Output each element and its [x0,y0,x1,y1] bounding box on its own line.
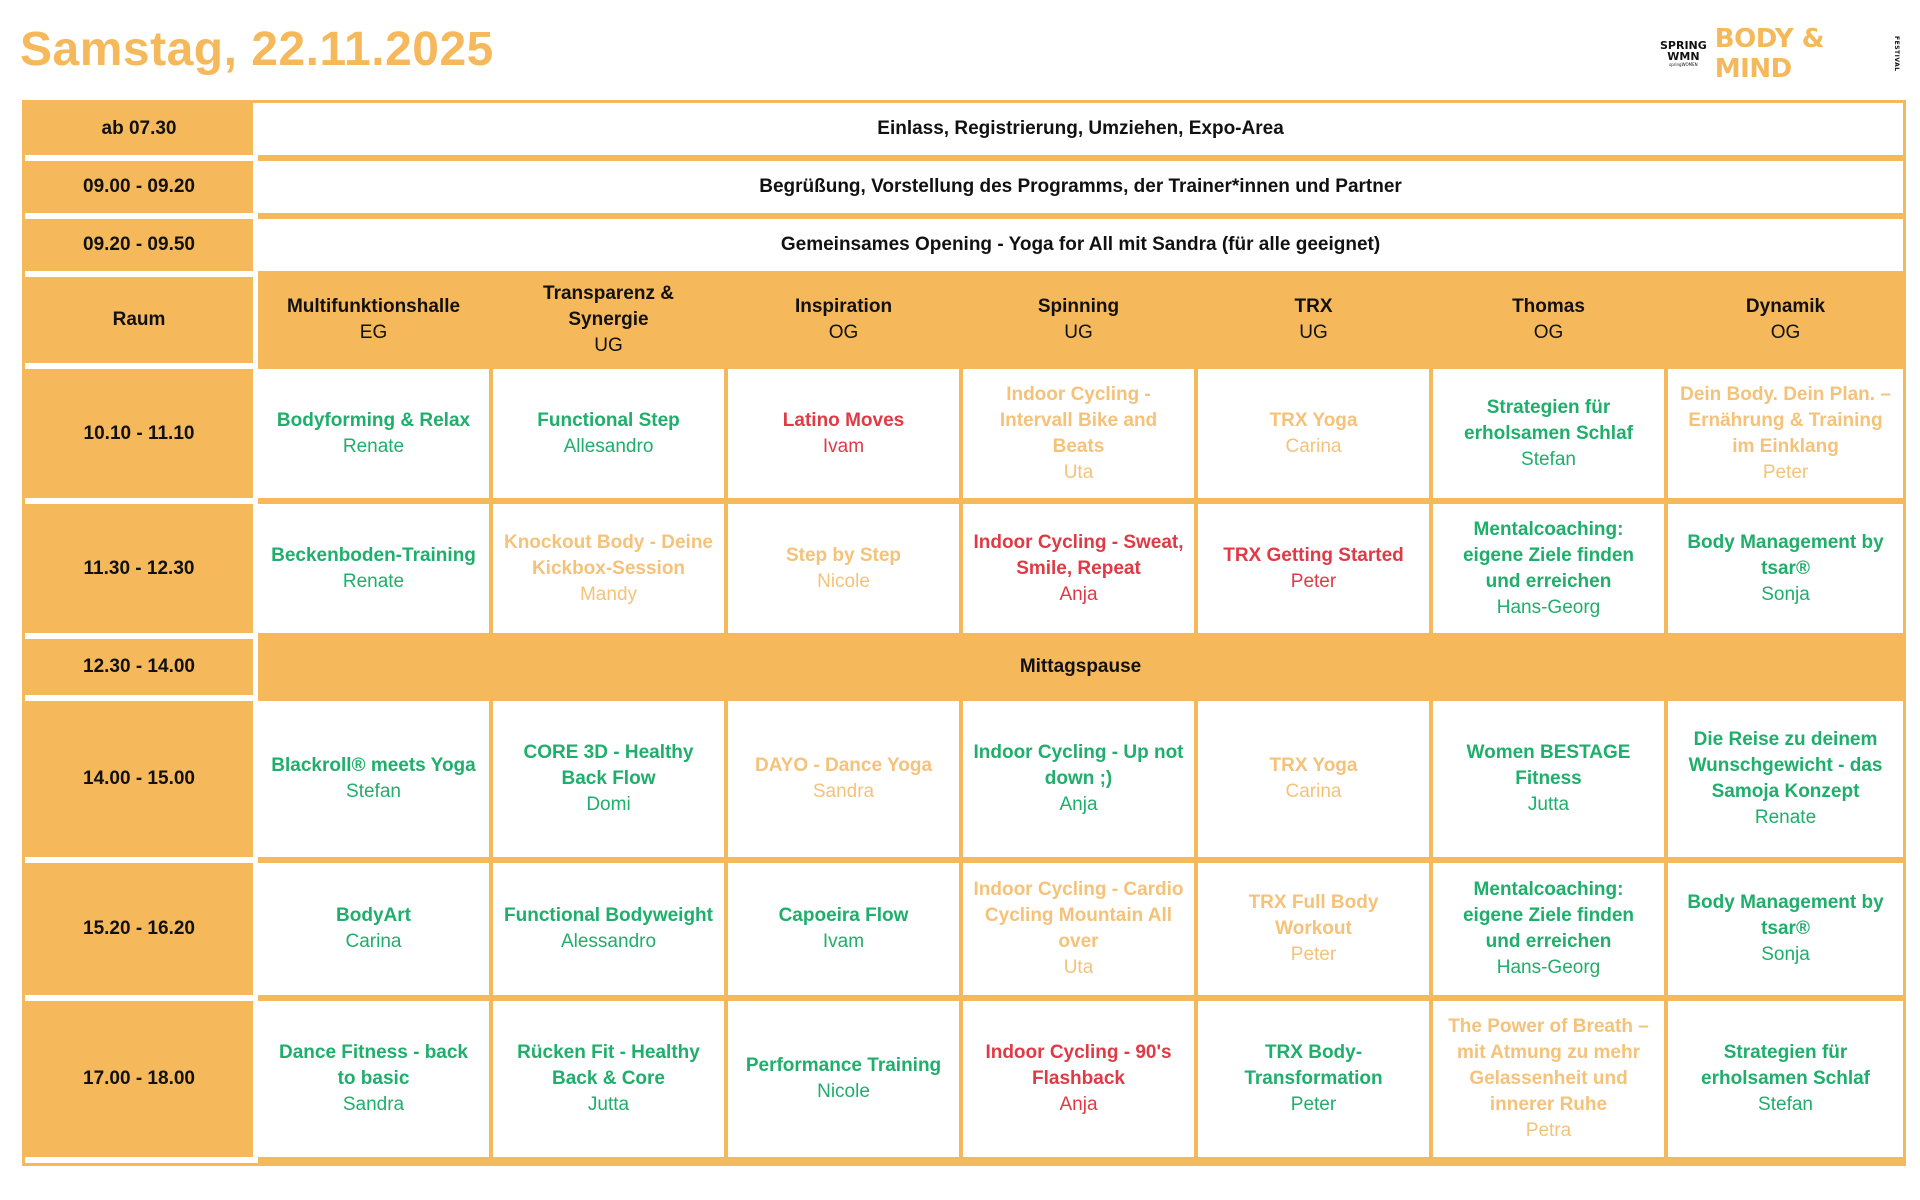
session-trainer: Sonja [1761,583,1810,605]
session-trainer: Uta [1063,461,1094,483]
session-cell [963,504,1198,639]
session-title: Capoeira Flow [778,905,909,926]
session-trainer: Peter [1290,1094,1337,1115]
session-title: TRX Yoga [1269,409,1358,431]
general-event-cell: Einlass, Registrierung, Umziehen, Expo-Area [258,103,1903,161]
session-title: Women BESTAGE Fitness [1466,742,1631,789]
time-cell: 12.30 - 14.00 [25,639,258,701]
session-cell [728,1001,963,1163]
session-trainer: Anja [1059,1094,1098,1115]
session-trainer: Stefan [346,781,401,802]
session-title: Latino Moves [782,409,905,431]
session-trainer: Mandy [579,583,638,605]
lunch-break-cell: Mittagspause [258,639,1903,701]
session-trainer: Nicole [817,570,870,592]
schedule-row-general [25,161,1903,219]
session-title: TRX Yoga [1269,755,1358,776]
session-cell [963,1001,1198,1163]
room-header [728,277,963,369]
session-cell [963,701,1198,863]
session-row [25,369,1903,504]
session-title: Step by Step [785,544,902,566]
time-cell: 14.00 - 15.00 [25,701,258,863]
time-cell: 10.10 - 11.10 [25,369,258,504]
room-header [1198,277,1433,369]
session-title: Functional Step [537,409,680,431]
session-title: Indoor Cycling - 90's Flashback [985,1042,1172,1089]
time-cell: 17.00 - 18.00 [25,1001,258,1163]
room-name: Inspiration [794,296,893,317]
session-title: Indoor Cycling - Intervall Bike and Beats [999,383,1158,457]
room-name: Thomas [1512,296,1585,317]
room-level: EG [359,322,388,343]
room-level: OG [828,322,859,343]
festival-logo [1660,24,1900,84]
session-cell [1198,1001,1433,1163]
room-level: UG [1299,322,1328,343]
session-cell [1433,369,1668,504]
session-cell [258,1001,493,1163]
schedule-row-general [25,219,1903,277]
session-trainer: Jutta [587,1094,630,1115]
session-cell [1198,504,1433,639]
session-cell [493,863,728,1001]
session-cell [1433,1001,1668,1163]
session-trainer: Petra [1525,1120,1572,1141]
session-title: Body Management by tsar® [1687,531,1884,579]
session-trainer: Hans-Georg [1496,596,1601,618]
session-cell [258,504,493,639]
session-cell [493,701,728,863]
room-header [963,277,1198,369]
session-trainer: Renate [342,570,405,592]
session-cell [493,504,728,639]
session-trainer: Jutta [1527,794,1570,815]
room-name: Dynamik [1745,296,1826,317]
schedule-table [22,100,1906,1166]
page-title: Samstag, 22.11.2025 [20,23,494,76]
session-cell [493,369,728,504]
session-title: Strategien für erholsamen Schlaf [1701,1042,1870,1089]
room-header-row [25,277,1903,369]
session-title: Body Management by tsar® [1687,892,1884,939]
session-title: Beckenboden-Training [271,544,476,566]
session-trainer: Peter [1290,570,1337,592]
session-row [25,701,1903,863]
session-cell [1198,863,1433,1001]
session-row [25,504,1903,639]
session-trainer: Carina [1285,435,1342,457]
session-trainer: Uta [1063,957,1094,978]
session-cell [1433,863,1668,1001]
session-title: Strategien für erholsamen Schlaf [1464,396,1633,444]
session-trainer: Peter [1290,944,1337,965]
session-trainer: Peter [1762,461,1809,483]
session-trainer: Anja [1059,583,1098,605]
session-trainer: Renate [1754,807,1817,828]
session-trainer: Carina [1285,781,1342,802]
session-title: BodyArt [336,905,411,926]
session-title: Indoor Cycling - Up not down ;) [973,742,1184,789]
session-trainer: Sandra [812,781,875,802]
room-name: TRX [1294,296,1333,317]
room-header [1433,277,1668,369]
general-event-cell: Begrüßung, Vorstellung des Programms, der Trainer*innen und Partner [258,161,1903,219]
session-trainer: Domi [586,794,631,815]
room-header [493,277,728,369]
session-title: TRX Getting Started [1223,544,1404,566]
time-cell: 09.20 - 09.50 [25,219,258,277]
session-cell [728,369,963,504]
session-cell [493,1001,728,1163]
session-cell [1668,701,1903,863]
time-cell: 11.30 - 12.30 [25,504,258,639]
session-cell [963,369,1198,504]
general-event-cell: Gemeinsames Opening - Yoga for All mit Sandra (für alle geeignet) [258,219,1903,277]
session-row [25,1001,1903,1163]
session-cell [1198,369,1433,504]
room-label: Raum [25,277,258,369]
session-cell [1198,701,1433,863]
room-name: Multifunktionshalle [286,296,461,317]
session-cell [728,504,963,639]
room-level: OG [1533,322,1564,343]
time-cell: 09.00 - 09.20 [25,161,258,219]
session-row [25,863,1903,1001]
session-title: Functional Bodyweight [504,905,713,926]
session-title: Bodyforming & Relax [276,409,471,431]
time-cell: 15.20 - 16.20 [25,863,258,1001]
session-cell [258,369,493,504]
session-cell [728,863,963,1001]
session-title: Dein Body. Dein Plan. – Ernährung & Training im Einklang [1680,383,1891,457]
session-title: TRX Body-Transformation [1244,1042,1383,1089]
session-trainer: Allesandro [563,435,654,457]
session-title: Knockout Body - Deine Kickbox-Session [503,531,713,579]
session-trainer: Anja [1059,794,1098,815]
session-trainer: Ivam [822,435,865,457]
spring-wmn-logo: SPRING WMN springWOMEN [1660,39,1707,67]
session-cell [258,863,493,1001]
room-header [258,277,493,369]
session-trainer: Stefan [1521,448,1576,470]
session-trainer: Hans-Georg [1496,957,1601,978]
session-trainer: Alessandro [560,931,657,952]
session-cell [258,701,493,863]
body-mind-wordmark: BODY & MIND [1714,24,1824,84]
session-title: Indoor Cycling - Sweat, Smile, Repeat [973,531,1184,579]
session-cell [1668,1001,1903,1163]
session-trainer: Ivam [822,931,865,952]
time-cell: ab 07.30 [25,103,258,161]
session-title: The Power of Breath – mit Atmung zu mehr Gelassenheit und innerer Ruhe [1448,1016,1649,1115]
session-cell [1433,701,1668,863]
session-cell [1668,863,1903,1001]
session-cell [1668,504,1903,639]
session-title: Blackroll® meets Yoga [271,755,476,776]
session-title: Mentalcoaching: eigene Ziele finden und erreichen [1462,879,1635,952]
session-trainer: Stefan [1758,1094,1813,1115]
room-name: Transparenz & Synergie [543,283,674,330]
session-title: Dance Fitness - back to basic [278,1042,469,1089]
room-name: Spinning [1037,296,1120,317]
session-title: TRX Full Body Workout [1248,892,1379,939]
room-header [1668,277,1903,369]
session-cell [963,863,1198,1001]
session-trainer: Nicole [817,1081,870,1102]
session-title: Die Reise zu deinem Wunschgewicht - das Samoja Konzept [1688,729,1883,802]
session-title: Mentalcoaching: eigene Ziele finden und erreichen [1462,518,1635,592]
session-title: Rücken Fit - Healthy Back & Core [517,1042,700,1089]
session-cell [1668,369,1903,504]
session-cell [728,701,963,863]
session-trainer: Carina [345,931,402,952]
room-level: UG [594,335,623,356]
session-title: DAYO - Dance Yoga [754,755,933,776]
session-trainer: Sandra [342,1094,405,1115]
session-title: Indoor Cycling - Cardio Cycling Mountain All over [973,879,1184,952]
session-trainer: Sonja [1761,944,1810,965]
festival-vertical-text: FESTIVAL [1893,36,1900,72]
lunch-row [25,639,1903,701]
session-title: CORE 3D - Healthy Back Flow [523,742,694,789]
session-title: Performance Training [745,1055,942,1076]
room-level: OG [1770,322,1801,343]
schedule-row-general [25,103,1903,161]
session-trainer: Renate [342,435,405,457]
session-cell [1433,504,1668,639]
room-level: UG [1064,322,1093,343]
